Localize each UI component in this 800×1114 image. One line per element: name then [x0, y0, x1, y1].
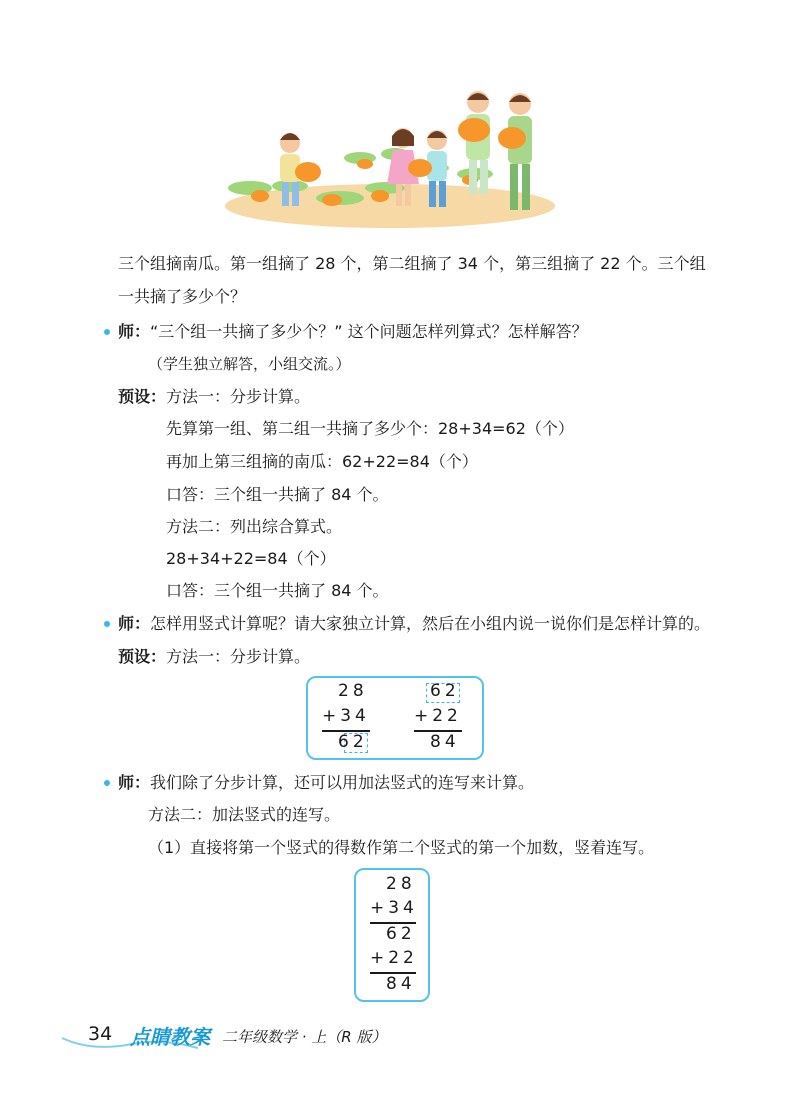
teacher-label: 师： [118, 322, 151, 341]
preset-method-1: 方法一：分步计算。 [166, 387, 311, 406]
vertical-a-top: 28 [338, 681, 368, 701]
bullet-dot [104, 780, 110, 786]
teacher-label: 师： [118, 773, 151, 792]
vertical-b-addend: +22 [414, 706, 462, 726]
method-2: 方法二：列出综合算式。 [166, 517, 343, 536]
preset-label: 预设： [118, 647, 167, 666]
answer-2: 口答：三个组一共摘了 84 个。 [166, 581, 389, 600]
teacher-question-1 [118, 320, 588, 344]
chain-step-1: （1）直接将第一个竖式的得数作第二个竖式的第一个加数，竖着连写。 [148, 838, 655, 857]
preset-2 [118, 645, 310, 669]
vertical-c-mid: 62 [386, 924, 416, 944]
vertical-a-result: 62 [338, 732, 368, 752]
teacher-question-3 [118, 771, 534, 795]
teacher-label: 师： [118, 614, 151, 633]
bullet-dot [104, 621, 110, 627]
vertical-c-addend-2: +22 [370, 948, 418, 968]
vertical-b-result: 84 [430, 732, 460, 752]
problem-line-1: 三个组摘南瓜。第一组摘了 28 个，第二组摘了 34 个，第三组摘了 22 个。三个组 [118, 254, 706, 273]
formula: 28+34+22=84（个） [166, 549, 336, 568]
teacher-question-2 [118, 612, 710, 636]
teacher-text: 怎样用竖式计算呢？请大家独立计算，然后在小组内说一说你们是怎样计算的。 [150, 614, 711, 633]
preset-label: 预设： [118, 387, 167, 406]
step-2: 再加上第三组摘的南瓜：62+22=84（个） [166, 452, 478, 471]
preset-method-1: 方法一：分步计算。 [166, 647, 311, 666]
vertical-c-top: 28 [386, 874, 416, 894]
footer-logo: 点睛教案 [130, 1025, 210, 1049]
teacher-text: “三个组一共摘了多少个？” 这个问题怎样列算式？怎样解答？ [150, 322, 588, 341]
preset-1 [118, 385, 310, 409]
student-note: （学生独立解答，小组交流。） [148, 355, 351, 373]
teacher-text: 我们除了分步计算，还可以用加法竖式的连写来计算。 [150, 773, 535, 792]
problem-line-2: 一共摘了多少个？ [118, 287, 247, 306]
footer-book-title: 二年级数学 · 上（R 版） [222, 1028, 387, 1046]
vertical-b-top: 62 [430, 681, 460, 701]
vertical-c-result: 84 [386, 974, 416, 994]
vertical-c-addend-1: +34 [370, 898, 418, 918]
bullet-dot [104, 329, 110, 335]
answer-1: 口答：三个组一共摘了 84 个。 [166, 485, 389, 504]
vertical-a-addend: +34 [322, 706, 370, 726]
step-1: 先算第一组、第二组一共摘了多少个：28+34=62（个） [166, 419, 574, 438]
page-number: 34 [88, 1023, 113, 1045]
pumpkin-harvest-illustration [220, 88, 560, 230]
method-2-chain: 方法二：加法竖式的连写。 [148, 805, 341, 824]
